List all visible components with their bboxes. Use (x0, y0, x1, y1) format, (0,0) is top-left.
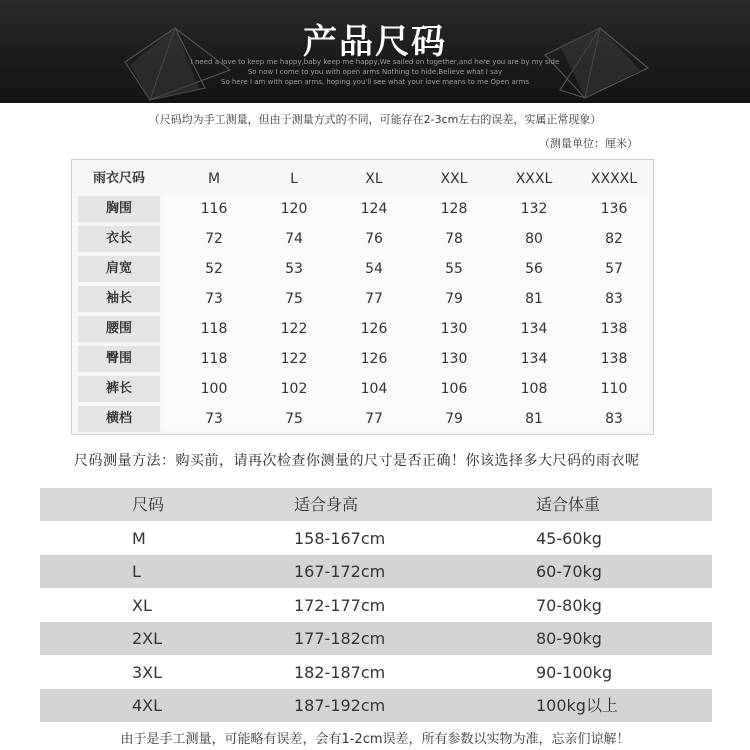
height-cell: 167-172cm (294, 562, 386, 581)
measurement-cell: 74 (285, 231, 303, 247)
header-banner (0, 0, 750, 103)
measurement-cell: 54 (365, 261, 383, 277)
measurement-cell: 53 (285, 261, 303, 277)
measurement-cell: 56 (525, 261, 543, 277)
height-cell: 187-192cm (294, 696, 386, 715)
table-row (40, 589, 712, 622)
measurement-cell: 72 (205, 231, 223, 247)
measurement-cell: 83 (605, 291, 623, 307)
measurement-cell: 75 (285, 411, 303, 427)
measurement-cell: 138 (600, 321, 628, 337)
measurement-cell: 75 (285, 291, 303, 307)
measurement-cell: 79 (445, 411, 463, 427)
weight-cell: 70-80kg (536, 596, 602, 615)
measurement-cell: 100 (200, 381, 228, 397)
size-cell: 4XL (132, 696, 163, 715)
measurement-cell: 77 (365, 291, 383, 307)
size-column-header: XXXXL (590, 171, 638, 187)
size-table (71, 159, 654, 435)
table-row (40, 656, 712, 689)
measurement-cell: 79 (445, 291, 463, 307)
size-column-header: M (207, 171, 221, 187)
height-cell: 158-167cm (294, 529, 386, 548)
measurement-cell: 52 (205, 261, 223, 277)
table-row (40, 689, 712, 722)
measurement-row-label: 衣长 (78, 226, 160, 252)
table-row (40, 555, 712, 588)
size-cell: L (132, 562, 141, 581)
banner-subtext: So now I come to you with open arms Nothing to hide,Believe what I say (247, 68, 503, 76)
height-cell: 182-187cm (294, 663, 386, 682)
measurement-cell: 55 (445, 261, 463, 277)
measurement-cell: 122 (280, 351, 308, 367)
measurement-row-label: 臀围 (78, 346, 160, 372)
size-cell: 2XL (132, 629, 163, 648)
measurement-method-text: 尺码测量方法：购买前，请再次检查你测量的尺寸是否正确！你该选择多大尺码的雨衣呢 (74, 453, 640, 469)
measurement-row-label: 胸围 (78, 196, 160, 222)
measurement-row-label: 横档 (78, 406, 160, 432)
size-column-header: XL (365, 171, 383, 187)
measurement-cell: 78 (445, 231, 463, 247)
size-cell: 尺码 (132, 495, 165, 514)
measurement-row-label: 袖长 (78, 286, 160, 312)
measurement-cell: 118 (200, 321, 228, 337)
measurement-cell: 57 (605, 261, 623, 277)
footer-note: 由于是手工测量，可能略有误差，会有1-2cm误差，所有参数以实物为准，忘亲们谅解！ (120, 732, 630, 747)
size-column-header: XXXL (515, 171, 553, 187)
measurement-cell: 134 (520, 321, 548, 337)
size-column-header: L (290, 171, 298, 187)
measurement-cell: 132 (520, 201, 548, 217)
measurement-row-label: 腰围 (78, 316, 160, 342)
measurement-cell: 136 (600, 201, 628, 217)
measurement-cell: 106 (440, 381, 468, 397)
banner-subtext: So here I am with open arms, hoping you'll see what your love means to me Open arms (221, 78, 529, 86)
measurement-cell: 134 (520, 351, 548, 367)
measurement-cell: 82 (605, 231, 623, 247)
measurement-cell: 77 (365, 411, 383, 427)
measurement-cell: 130 (440, 351, 468, 367)
size-cell: M (132, 529, 146, 548)
measurement-cell: 102 (280, 381, 308, 397)
weight-cell: 适合体重 (536, 495, 601, 514)
measurement-cell: 116 (200, 201, 228, 217)
measurement-cell: 81 (525, 291, 543, 307)
measurement-cell: 73 (205, 411, 223, 427)
weight-cell: 60-70kg (536, 562, 602, 581)
weight-cell: 45-60kg (536, 529, 602, 548)
measurement-cell: 124 (360, 201, 388, 217)
measurement-row-label: 裤长 (78, 376, 160, 402)
size-column-header: XXL (440, 171, 468, 187)
banner-subtext: I need a love to keep me happy,baby keep me happy,We sailed on together,and here you are by my side (190, 58, 560, 66)
height-cell: 177-182cm (294, 629, 386, 648)
measurement-cell: 83 (605, 411, 623, 427)
measurement-cell: 130 (440, 321, 468, 337)
unit-note: （测量单位：厘米） (539, 137, 638, 150)
page-title: 产品尺码 (303, 22, 447, 62)
weight-cell: 100kg以上 (536, 696, 618, 715)
measurement-cell: 126 (360, 321, 388, 337)
measurement-cell: 122 (280, 321, 308, 337)
measurement-cell: 126 (360, 351, 388, 367)
size-cell: XL (132, 596, 152, 615)
measurement-cell: 108 (520, 381, 548, 397)
fit-table-header (40, 488, 712, 521)
table-row (40, 622, 712, 655)
measurement-cell: 81 (525, 411, 543, 427)
height-cell: 172-177cm (294, 596, 386, 615)
measurement-cell: 104 (360, 381, 388, 397)
table-corner-label: 雨衣尺码 (92, 171, 145, 186)
weight-cell: 80-90kg (536, 629, 602, 648)
measurement-cell: 138 (600, 351, 628, 367)
measurement-cell: 110 (600, 381, 628, 397)
measurement-row-label: 肩宽 (78, 256, 160, 282)
measurement-cell: 80 (525, 231, 543, 247)
measurement-note: （尺码均为手工测量，但由于测量方式的不同，可能存在2-3cm左右的误差，实属正常现象） (148, 113, 602, 126)
weight-cell: 90-100kg (536, 663, 613, 682)
size-cell: 3XL (132, 663, 163, 682)
measurement-cell: 120 (280, 201, 308, 217)
measurement-cell: 73 (205, 291, 223, 307)
measurement-cell: 128 (440, 201, 468, 217)
height-cell: 适合身高 (294, 495, 359, 514)
table-row (40, 522, 712, 555)
measurement-cell: 76 (365, 231, 383, 247)
measurement-cell: 118 (200, 351, 228, 367)
